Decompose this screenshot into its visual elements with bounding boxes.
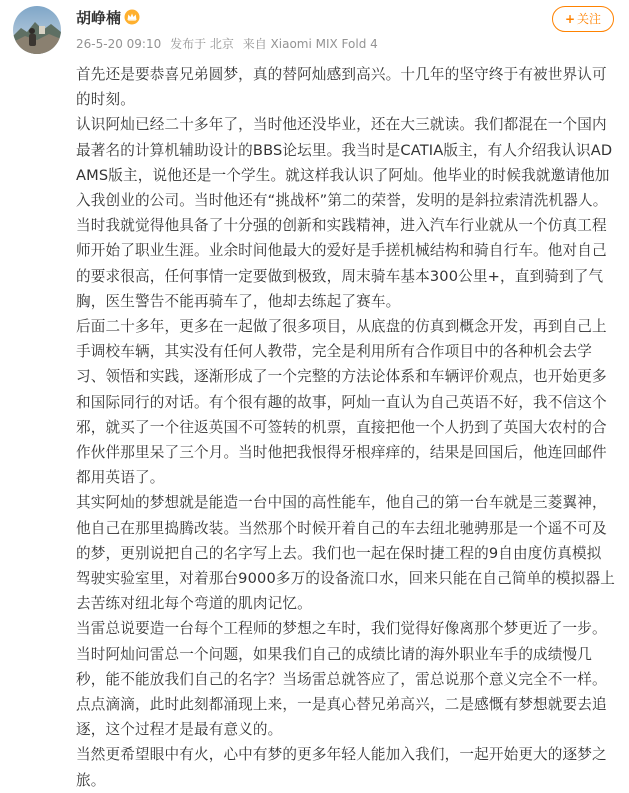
post-location: 发布于 北京	[170, 37, 234, 51]
post-paragraph: 当时我就觉得他具备了十分强的创新和实践精神，进入汽车行业就从一个仿真工程师开始了职业生涯。业余时间他最大的爱好是手搓机械结构和骑自行车。他对自己的要求很高，任何事情一定要做到极致，周末骑车基本300公里+，直到骑到了气胸，医生警告不能再骑车了，他却去练起了赛车。	[76, 217, 607, 310]
post-paragraph: 首先还是要恭喜兄弟圆梦，真的替阿灿感到高兴。十几年的坚守终于有被世界认可的时刻。	[76, 66, 607, 109]
post-paragraph: 当然更希望眼中有火，心中有梦的更多年轻人能加入我们，一起开始更大的逐梦之旅。	[76, 746, 607, 789]
post-body	[76, 62, 616, 793]
follow-label: 关注	[577, 12, 602, 26]
post-time[interactable]: 26-5-20 09:10	[76, 37, 162, 51]
follow-button[interactable]	[552, 6, 614, 32]
post-paragraph: 认识阿灿已经二十多年了，当时他还没毕业，还在大三就读。我们都混在一个国内最著名的计算机辅助设计的BBS论坛里。我当时是CATIA版主，有人介绍我认识ADAMS版主，说他还是一个学生。就这样我认识了阿灿。他毕业的时候我就邀请他加入我创业的公司。当时他还有“挑战杯”第二的荣誉，发明的是斜拉索清洗机器人。	[76, 116, 613, 210]
post-paragraph: 其实阿灿的梦想就是能造一台中国的高性能车，他自己的第一台车就是三菱翼神，他自己在那里捣腾改装。当然那个时候开着自己的车去纽北驰骋那是一个遥不可及的梦，更别说把自己的名字写上去。我们也一起在保时捷工程的9自由度仿真模拟驾驶实验室里，对着那台9000多万的设备流口水，回来只能在自己简单的模拟器上去苦练对纽北每个弯道的肌肉记忆。	[76, 494, 616, 613]
post-paragraph: 当雷总说要造一台每个工程师的梦想之车时，我们觉得好像离那个梦更近了一步。	[76, 620, 607, 638]
username[interactable]: 胡峥楠	[76, 9, 122, 27]
post-meta	[76, 35, 383, 52]
post-device: 来自 Xiaomi MIX Fold 4	[242, 37, 378, 51]
post-paragraph: 点点滴滴，此时此刻都涌现上来，一是真心替兄弟高兴，二是感慨有梦想就要去追逐，这个过程才是最有意义的。	[76, 696, 607, 739]
vip-crown-icon[interactable]	[124, 9, 140, 25]
post-header	[0, 0, 629, 62]
avatar[interactable]	[13, 6, 61, 54]
plus-icon: +	[564, 12, 576, 26]
post-paragraph: 后面二十多年，更多在一起做了很多项目，从底盘的仿真到概念开发，再到自己上手调校车辆，其实没有任何人教带，完全是利用所有合作项目中的各种机会去学习、领悟和实践，逐渐形成了一个完整的方法论体系和车辆评价观点，也开始更多和国际同行的对话。有个很有趣的故事，阿灿一直认为自己英语不好，我不信这个邪，就买了一个往返英国不可签转的机票，直接把他一个人扔到了英国大农村的合作伙伴那里呆了三个月。当时他把我恨得牙根痒痒的，结果是回国后，他连回邮件都用英语了。	[76, 318, 607, 487]
post-paragraph: 当时阿灿问雷总一个问题，如果我们自己的成绩比请的海外职业车手的成绩慢几秒，能不能放我们自己的名字？当场雷总就答应了，雷总说那个意义完全不一样。	[76, 645, 607, 688]
avatar-image	[13, 6, 61, 54]
